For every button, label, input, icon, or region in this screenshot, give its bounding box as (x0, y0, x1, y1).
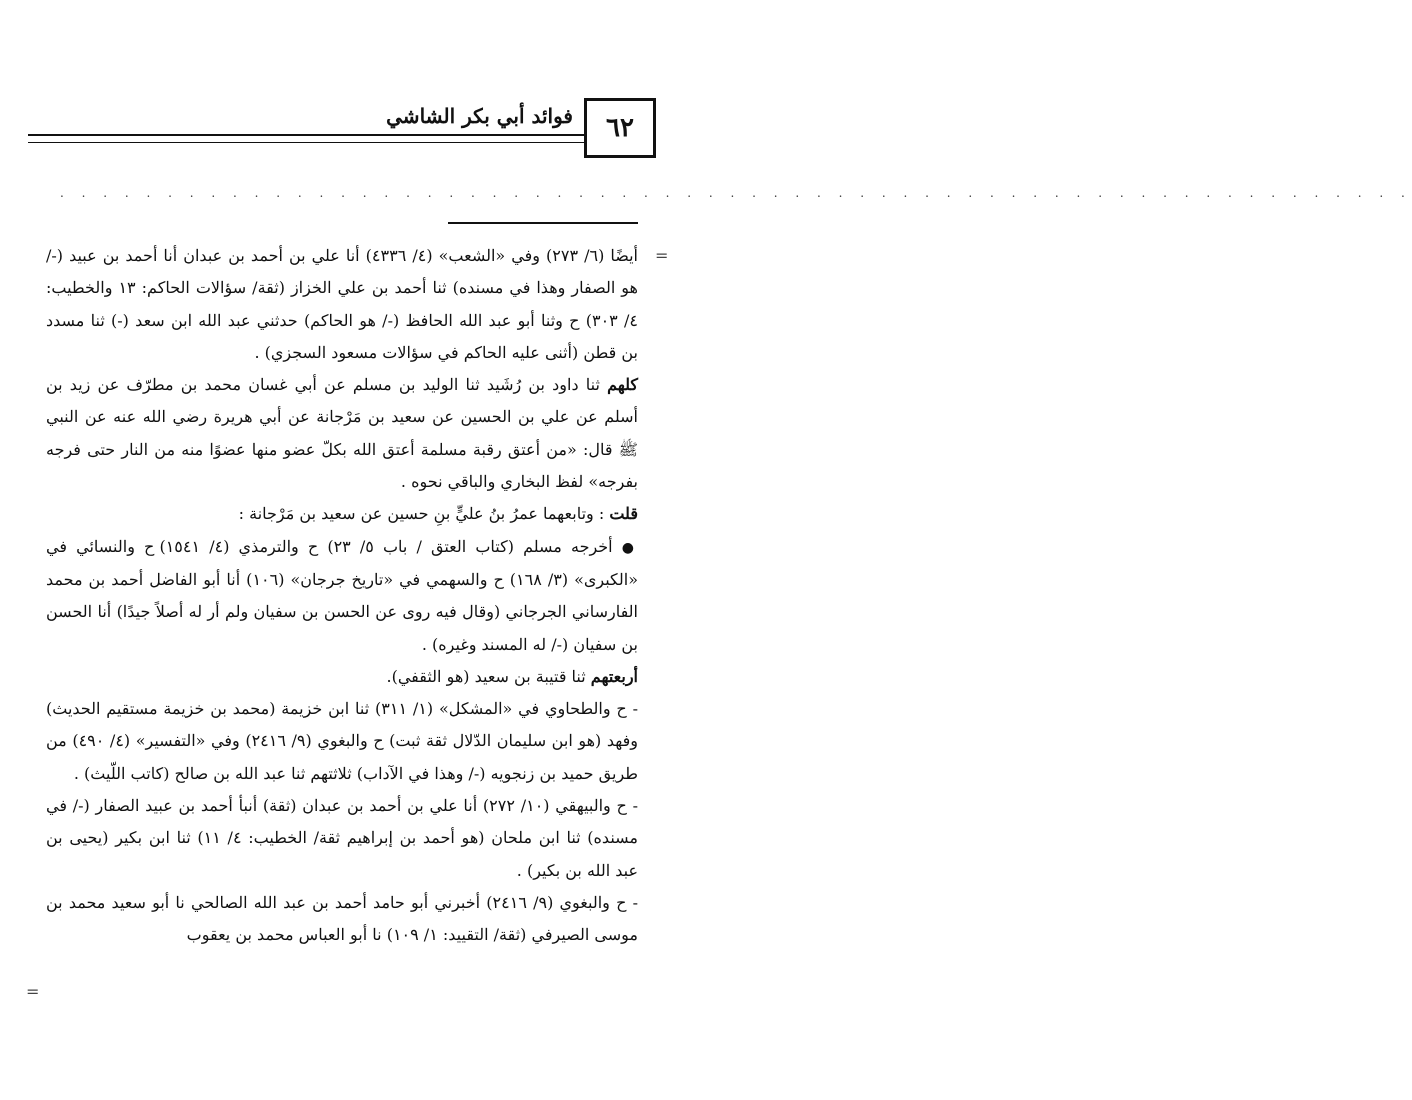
paragraph-4-text: أخرجه مسلم (كتاب العتق / باب ٥/ ٢٣) ح والترمذي (٤/ ١٥٤١) ح والنسائي في «الكبرى» (٣/ ١٦٨) ح والسهمي في «تاريخ جرجان» (١٠٦) أنا أبو الفاضل أحمد بن محمد الفارساني الجرجاني (وقال فيه روى عن الحسن بن سفيان ولم أر له أصلاً جيدًا) أنا الحسن بن سفيان (-/ له المسند وغيره) . (46, 536, 638, 654)
paragraph-2-lead: كلهم (607, 375, 639, 395)
paragraph-5 (46, 661, 638, 693)
paragraph-8: - ح والبغوي (٩/ ٢٤١٦) أخبرني أبو حامد أحمد بن عبد الله الصالحي نا أبو سعيد محمد بن موسى الصيرفي (ثقة/ التقييد: ١/ ١٠٩) نا أبو العباس محمد بن يعقوب (46, 892, 638, 945)
paragraph-6: - ح والطحاوي في «المشكل» (١/ ٣١١) ثنا ابن خزيمة (محمد بن خزيمة مستقيم الحديث) وفهد (هو ابن سليمان الدّلال ثقة ثبت) ح والبغوي (٩/ ٢٤١٦) وفي «التفسير» (٤/ ٤٩٠) من طريق حميد بن زنجويه (-/ وهذا في الآداب) ثلاثتهم ثنا عبد الله بن صالح (كاتب اللّيث) . (46, 699, 639, 783)
paragraph-1: أيضًا (٦/ ٢٧٣) وفي «الشعب» (٤/ ٤٣٣٦) أنا علي بن أحمد بن عبدان أنا أحمد بن عبيد (-/ هو الصفار وهذا في مسنده) ثنا أحمد بن علي الخزاز (ثقة/ سؤالات الحاكم: ١٣ والخطيب: ٤/ ٣٠٣) ح وثنا أبو عبد الله الحافظ (-/ هو الحاكم) حدثني عبد الله ابن سعد (-) ثنا مسدد بن قطن (أثنى عليه الحاكم في سؤالات مسعود السجزي) . (46, 246, 638, 362)
paragraph-7: - ح والبيهقي (١٠/ ٢٧٢) أنا علي بن أحمد بن عبدان (ثقة) أنبأ أحمد بن عبيد الصفار (-/ في مسنده) ثنا ابن ملحان (هو أحمد بن إبراهيم ثقة/ الخطيب: ٤/ ١١) ثنا ابن بكير (يحيى بن عبد الله بن بكير) . (46, 796, 638, 880)
paragraph-2-text: ثنا داود بن رُشَيد ثنا الوليد بن مسلم عن أبي غسان محمد بن مطرّف عن زيد بن أسلم عن علي بن الحسين عن سعيد بن مَرْجانة عن أبي هريرة رضي الله عنه عن النبي ﷺ قال: «من أعتق رقبة مسلمة أعتق الله بكلّ عضو منها عضوًا منه من النار حتى فرجه بفرجه» لفظ البخاري والباقي نحوه . (46, 375, 638, 492)
footnote-rule (448, 222, 638, 224)
header-rule (28, 134, 584, 143)
paragraph-3 (46, 498, 638, 530)
dotted-separator: . . . . . . . . . . . . . . . . . . . . . . . . . . . . . . . . . . . . . . . . . . . . . . . . . . . . . . . . . . . . . . . (60, 186, 1412, 200)
margin-mark-bottom: = (26, 982, 40, 1001)
margin-mark-top: = (655, 246, 669, 265)
bullet-icon: ● (621, 539, 639, 556)
paragraph-3-text: : وتابعهما عمرُ بنُ عليٍّ بنِ حسين عن سعيد بن مَرْجانة : (238, 504, 610, 524)
paragraph-3-lead: قلت (609, 504, 638, 524)
paragraph-4 (46, 531, 638, 661)
paragraph-2 (46, 369, 638, 498)
running-title: فوائد أبي بكر الشاشي (386, 104, 573, 128)
page-header (28, 96, 728, 166)
page-number: ٦٢ (584, 98, 656, 158)
body-text (46, 240, 638, 952)
paragraph-5-text: ثنا قتيبة بن سعيد (هو الثقفي). (386, 666, 591, 686)
paragraph-5-lead: أربعتهم (590, 666, 638, 686)
